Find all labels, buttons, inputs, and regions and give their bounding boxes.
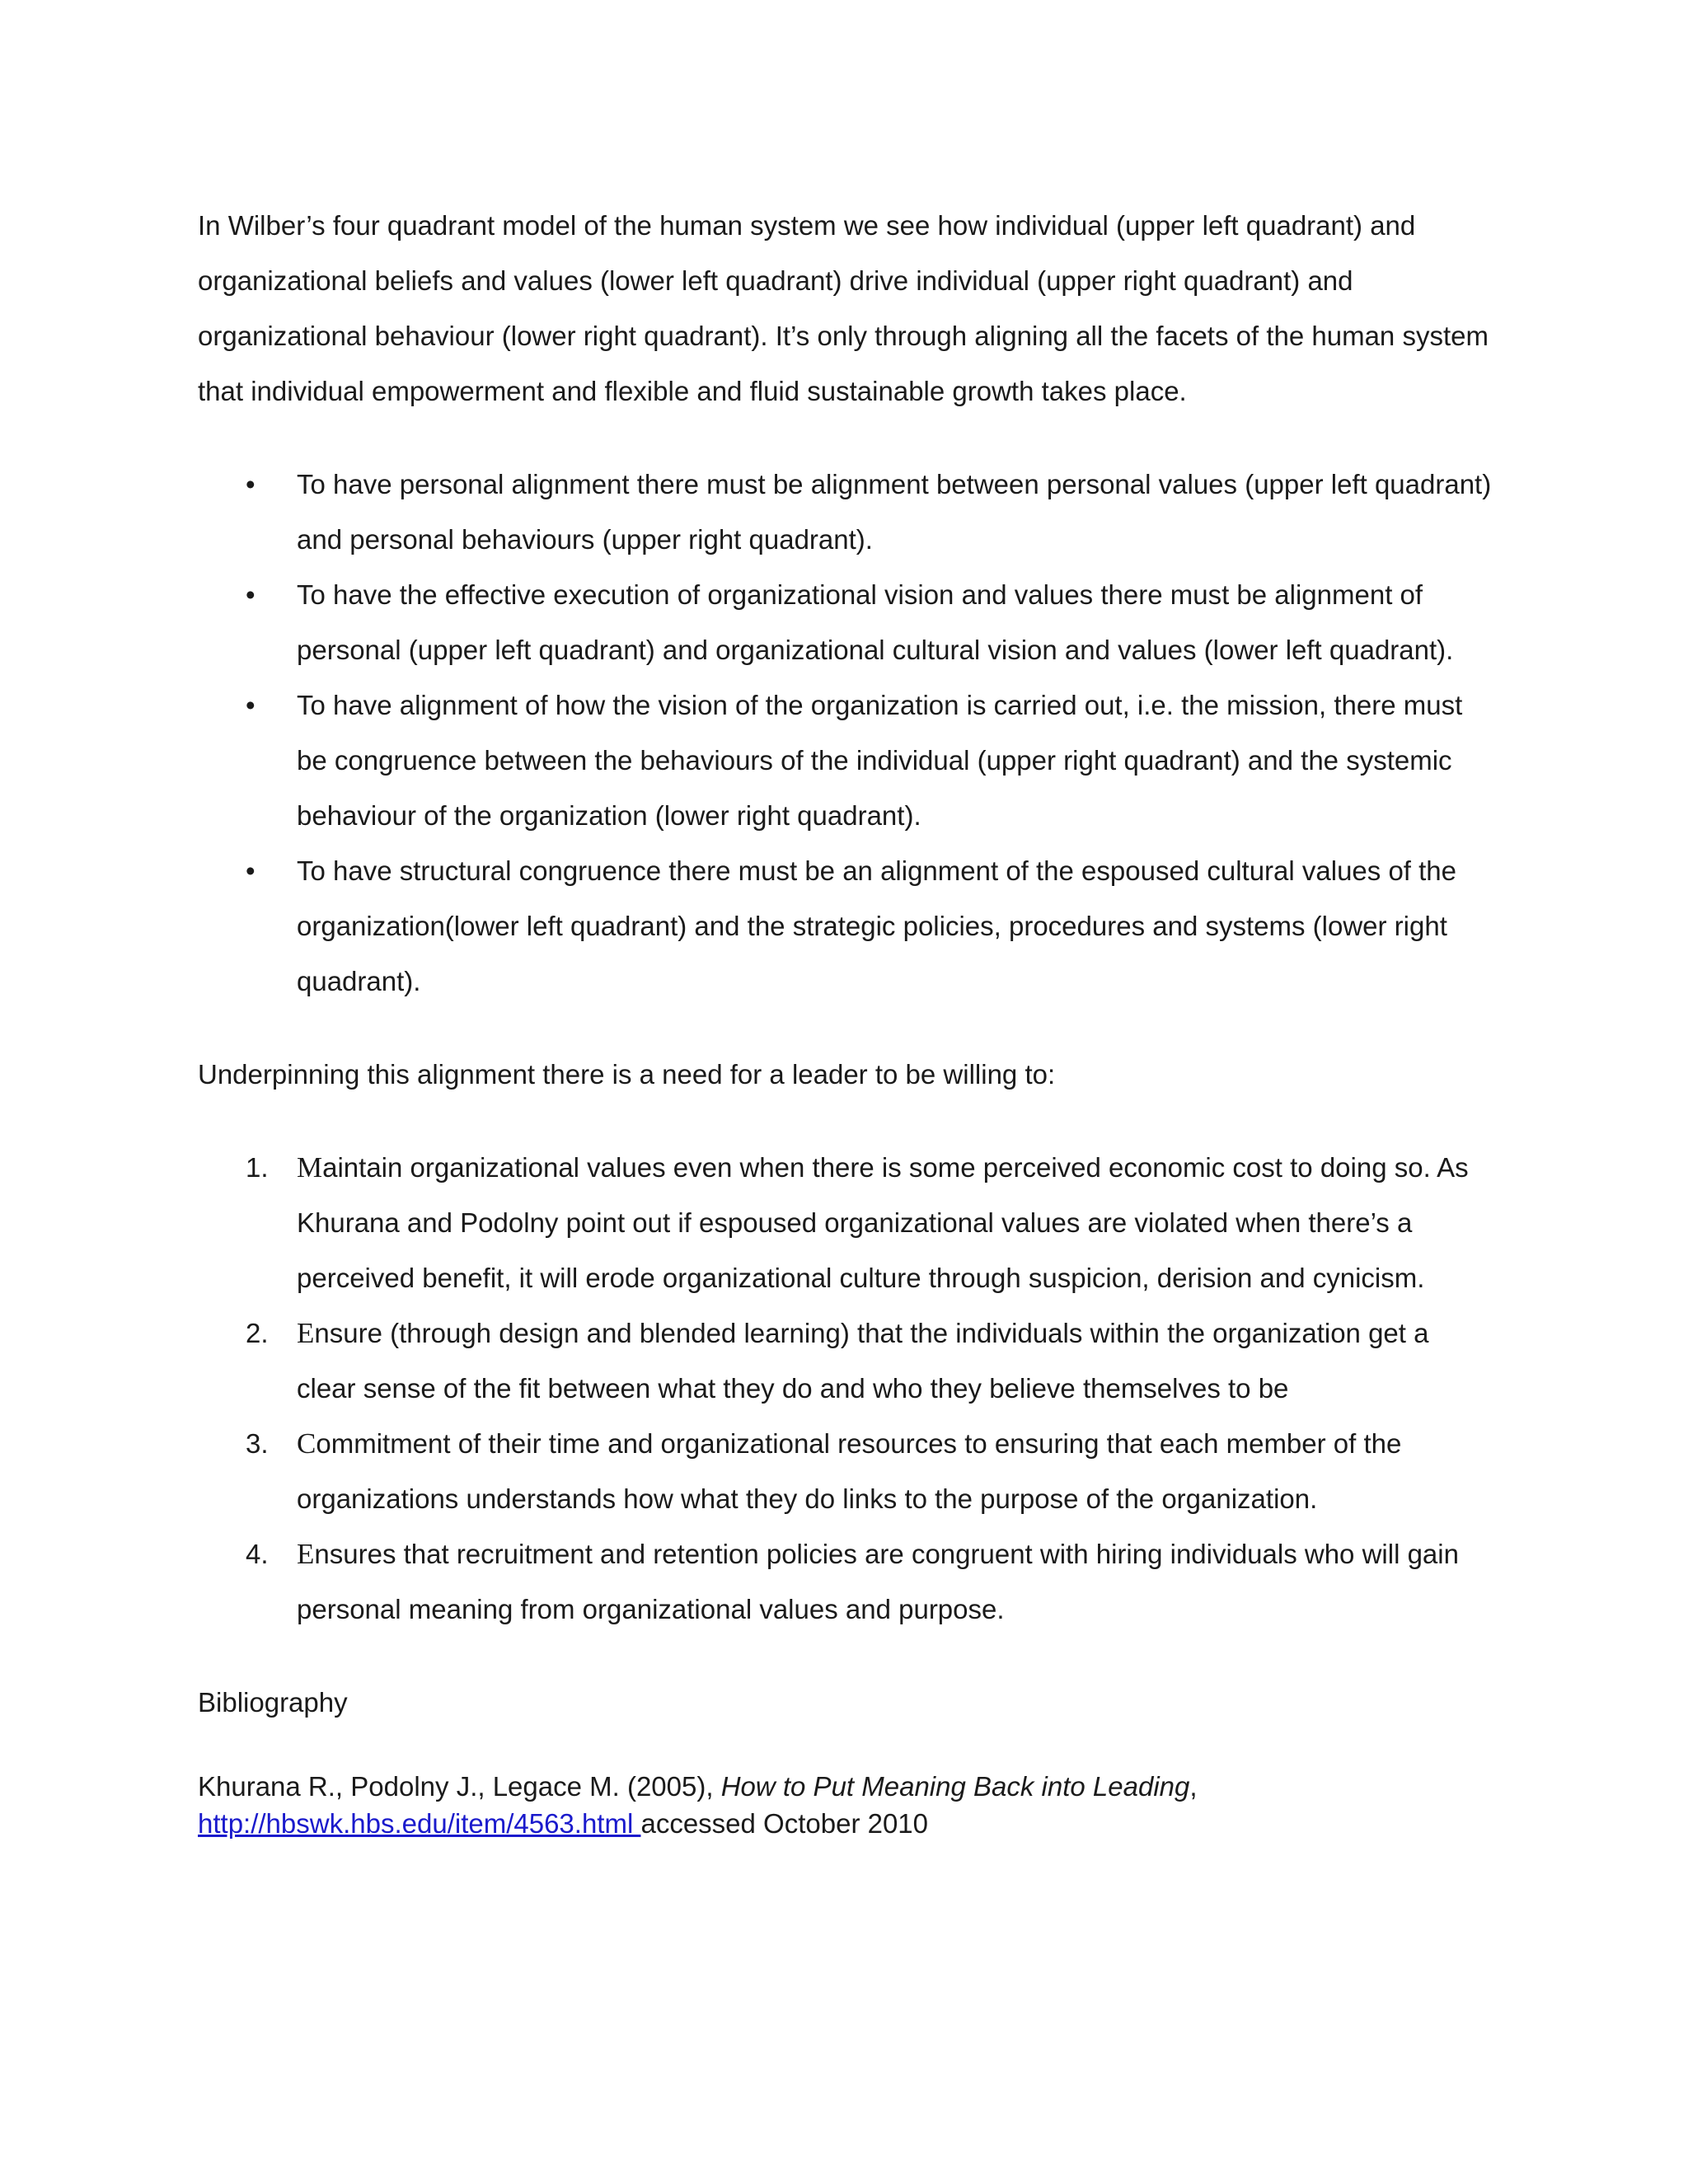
bullet-text: To have the effective execution of organizational vision and values there must be alignment of personal (upper left quadrant) and organizational cultural vision and values (lower left quadrant). [297, 579, 1454, 665]
bibliography-authors: Khurana R., Podolny J., Legace M. (2005), [198, 1771, 721, 1802]
bibliography-title-suffix: , [1189, 1771, 1198, 1802]
item-number: 1. [246, 1152, 269, 1183]
numbered-item [198, 1526, 1492, 1637]
numbered-item [198, 1140, 1492, 1305]
bullet-text: To have alignment of how the vision of the organization is carried out, i.e. the mission, there must be congruence between the behaviours of the individual (upper right quadrant) and the systemic behaviour of the organization (lower right quadrant). [297, 690, 1463, 831]
bullet-item [198, 677, 1492, 843]
item-text: nsures that recruitment and retention policies are congruent with hiring individuals who will gain personal meaning from organizational values and purpose. [297, 1539, 1459, 1624]
item-number: 2. [246, 1318, 269, 1348]
item-text: ommitment of their time and organizational resources to ensuring that each member of the organizations understands how what they do links to the purpose of the organization. [297, 1428, 1402, 1514]
item-text: aintain organizational values even when there is some perceived economic cost to doing so. As Khurana and Podolny point out if espoused organizational values are violated when there’s a perceived benefit, it will erode organizational culture through suspicion, derision and cynicism. [297, 1152, 1469, 1293]
lead-sentence: Underpinning this alignment there is a need for a leader to be willing to: [198, 1059, 1056, 1090]
item-initial: M [297, 1151, 323, 1183]
bullet-text: To have structural congruence there must be an alignment of the espoused cultural values of the organization(lower left quadrant) and the strategic policies, procedures and systems (lower right quadrant). [297, 855, 1457, 996]
item-number: 3. [246, 1428, 269, 1459]
document-page [198, 198, 1492, 1842]
bibliography-accessed: accessed October 2010 [640, 1808, 929, 1839]
leader-steps-list [198, 1140, 1492, 1637]
bullet-icon: • [246, 855, 256, 886]
bullet-item [198, 567, 1492, 677]
numbered-item [198, 1416, 1492, 1526]
item-initial: C [297, 1427, 316, 1460]
bullet-text: To have personal alignment there must be alignment between personal values (upper left quadrant) and personal behaviours (upper right quadrant). [297, 469, 1492, 555]
bullet-icon: • [246, 469, 256, 499]
bibliography-entry [198, 1768, 1492, 1842]
bibliography-heading: Bibliography [198, 1687, 348, 1718]
numbered-item [198, 1305, 1492, 1416]
bibliography-title: How to Put Meaning Back into Leading [720, 1771, 1190, 1802]
bibliography-link[interactable]: http://hbswk.hbs.edu/item/4563.html [198, 1808, 641, 1839]
intro-paragraph: In Wilber’s four quadrant model of the human system we see how individual (upper left quadrant) and organizational beliefs and values (lower left quadrant) drive individual (upper right quadrant) and organizational behaviour (lower right quadrant). It’s only through aligning all the facets of the human system that individual empowerment and flexible and fluid sustainable growth takes place. [198, 210, 1489, 406]
item-initial: E [297, 1538, 315, 1570]
item-text: nsure (through design and blended learning) that the individuals within the organization get a clear sense of the fit between what they do and who they believe themselves to be [297, 1318, 1429, 1404]
item-number: 4. [246, 1539, 269, 1569]
bullet-icon: • [246, 690, 256, 720]
bullet-icon: • [246, 579, 256, 610]
alignment-bullet-list [198, 457, 1492, 1009]
bullet-item [198, 843, 1492, 1009]
item-initial: E [297, 1317, 315, 1349]
bullet-item [198, 457, 1492, 567]
